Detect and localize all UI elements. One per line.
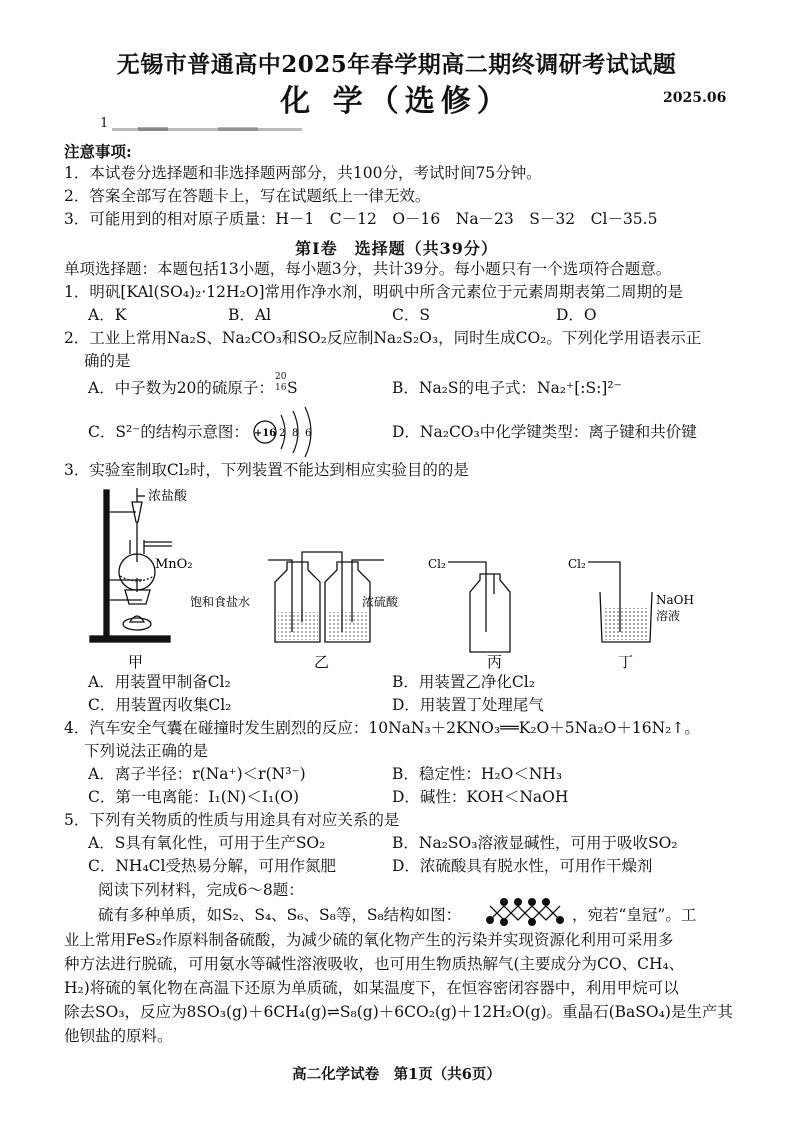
app-name-yi: 乙 [314, 653, 330, 671]
section-instruction: 单项选择题：本题包括13小题，每小题3分，共计39分。每小题只有一个选项符合题意。 [64, 260, 672, 278]
sulfide-ion-structure-diagram [248, 405, 328, 460]
q3-option-a: A．用装置甲制备Cl₂ [88, 673, 231, 691]
q2-stem-line2: 确的是 [84, 352, 131, 370]
shell-2-electrons: 8 [292, 428, 299, 439]
q5-option-c: C．NH₄Cl受热易分解，可用作氮肥 [88, 857, 336, 875]
scan-mark: 1 [100, 116, 109, 131]
q4-stem-line2: 下列说法正确的是 [84, 742, 209, 760]
label-naoh: NaOH [656, 593, 694, 607]
q1-option-c: C．S [392, 306, 430, 324]
q2-a-mass-number: 20 [275, 372, 287, 382]
q3-option-b: B．用装置乙净化Cl₂ [392, 673, 535, 691]
q4-option-c: C．第一电离能：I₁(N)＜I₁(O) [88, 788, 299, 806]
exam-subtitle: 化 学（选修） [280, 84, 513, 119]
exam-date: 2025.06 [663, 90, 727, 106]
q5-option-b: B．Na₂SO₃溶液显碱性，可用于吸收SO₂ [392, 834, 678, 852]
s8-crown-structure [484, 894, 568, 928]
label-sat-nacl: 饱和食盐水 [190, 595, 251, 609]
app-name-ding: 丁 [618, 653, 634, 671]
q3-option-c: C．用装置丙收集Cl₂ [88, 696, 232, 714]
scan-artifact [98, 123, 308, 133]
notice-item-2: 2．答案全部写在答题卡上，写在试题纸上一律无效。 [64, 187, 431, 205]
reading-line-2: 业上常用FeS₂作原料制备硫酸，为减少硫的氧化物产生的污染并实现资源化利用可采用多 [64, 931, 674, 949]
notice-heading: 注意事项: [64, 142, 132, 161]
app-name-bing: 丙 [487, 653, 503, 671]
label-conc-h2so4: 浓硫酸 [362, 595, 399, 609]
reading-line-3: 种方法进行脱硫，可用氨水等碱性溶液吸收，也可用生物质热解气(主要成分为CO、CH₄、 [64, 955, 685, 973]
notice-item-1: 1．本试卷分选择题和非选择题两部分，共100分，考试时间75分钟。 [64, 164, 542, 182]
q5-option-d: D．浓硫酸具有脱水性，可用作干燥剂 [392, 857, 653, 875]
shell-3-electrons: 6 [305, 428, 312, 439]
q4-option-a: A．离子半径：r(Na⁺)＜r(N³⁻) [88, 765, 306, 783]
q1-option-d: D．O [556, 306, 597, 324]
q2-option-c-text: C．S²⁻的结构示意图： [88, 423, 249, 441]
exam-title: 无锡市普通高中2025年春学期高二期终调研考试试题 [116, 51, 677, 78]
reading-line-6: 他钡盐的原料。 [64, 1027, 173, 1045]
q3-apparatus-figure [80, 482, 760, 672]
q2-option-a-text: A．中子数为20的硫原子： [88, 379, 274, 397]
page-footer: 高二化学试卷 第1页（共6页） [292, 1066, 501, 1083]
reading-intro: 阅读下列材料，完成6～8题： [98, 881, 304, 899]
label-conc-hcl: 浓盐酸 [148, 489, 188, 504]
q3-option-d: D．用装置丁处理尾气 [392, 696, 544, 714]
reading-line-1a: 硫有多种单质，如S₂、S₄、S₆、S₈等，S₈结构如图： [98, 906, 462, 924]
q1-option-a: A．K [88, 306, 127, 324]
label-cl2-bing: Cl₂ [428, 557, 446, 571]
q4-stem-line1: 4．汽车安全气囊在碰撞时发生剧烈的反应：10NaN₃＋2KNO₃══K₂O＋5Na₂O＋16N₂↑。 [64, 719, 700, 737]
apparatus-bing [448, 562, 510, 652]
app-name-jia: 甲 [128, 653, 144, 671]
q2-option-b-text: B．Na₂S的电子式： [392, 379, 537, 397]
section-title: 第Ⅰ卷 选择题（共39分） [295, 239, 498, 258]
reading-line-1b: ，宛若“皇冠”。工 [572, 906, 697, 924]
label-cl2-ding: Cl₂ [568, 557, 586, 571]
notice-item-3: 3．可能用到的相对原子质量：H－1 C－12 O－16 Na－23 S－32 Cl－35.5 [64, 210, 658, 228]
reading-line-4: H₂)将硫的氧化物在高温下还原为单质硫，如某温度下，在恒容密闭容器中，利用甲烷可以 [64, 979, 679, 997]
q1-option-b: B．Al [228, 306, 272, 324]
shell-1-electrons: 2 [279, 428, 286, 439]
q2-stem-line1: 2．工业上常用Na₂S、Na₂CO₃和SO₂反应制Na₂S₂O₃，同时生成CO₂。下列化学用语表示正 [64, 329, 702, 347]
label-mno2: MnO₂ [155, 557, 193, 572]
q3-stem: 3．实验室制取Cl₂时，下列装置不能达到相应实验目的的是 [64, 461, 469, 479]
q5-stem: 5．下列有关物质的性质与用途具有对应关系的是 [64, 811, 400, 829]
q2-a-symbol: S [287, 379, 298, 397]
q2-a-atomic-number: 16 [275, 383, 287, 393]
reading-line-5: 除去SO₃，反应为8SO₃(g)＋6CH₄(g)⇌S₈(g)＋6CO₂(g)＋12H₂O(g)。重晶石(BaSO₄)是生产其 [64, 1003, 733, 1021]
nucleus-charge: +16 [253, 428, 277, 439]
label-solution: 溶液 [656, 609, 681, 623]
q5-option-a: A．S具有氧化性，可用于生产SO₂ [88, 834, 326, 852]
q4-option-b: B．稳定性：H₂O＜NH₃ [392, 765, 563, 783]
q2-option-d: D．Na₂CO₃中化学键类型：离子键和共价键 [392, 423, 697, 441]
q2-b-formula: Na₂⁺[:S:]²⁻ [537, 379, 622, 397]
q4-option-d: D．碱性：KOH＜NaOH [392, 788, 569, 806]
q1-stem: 1．明矾[KAl(SO₄)₂·12H₂O]常用作净水剂，明矾中所含元素位于元素周期表第二周期的是 [64, 283, 683, 301]
